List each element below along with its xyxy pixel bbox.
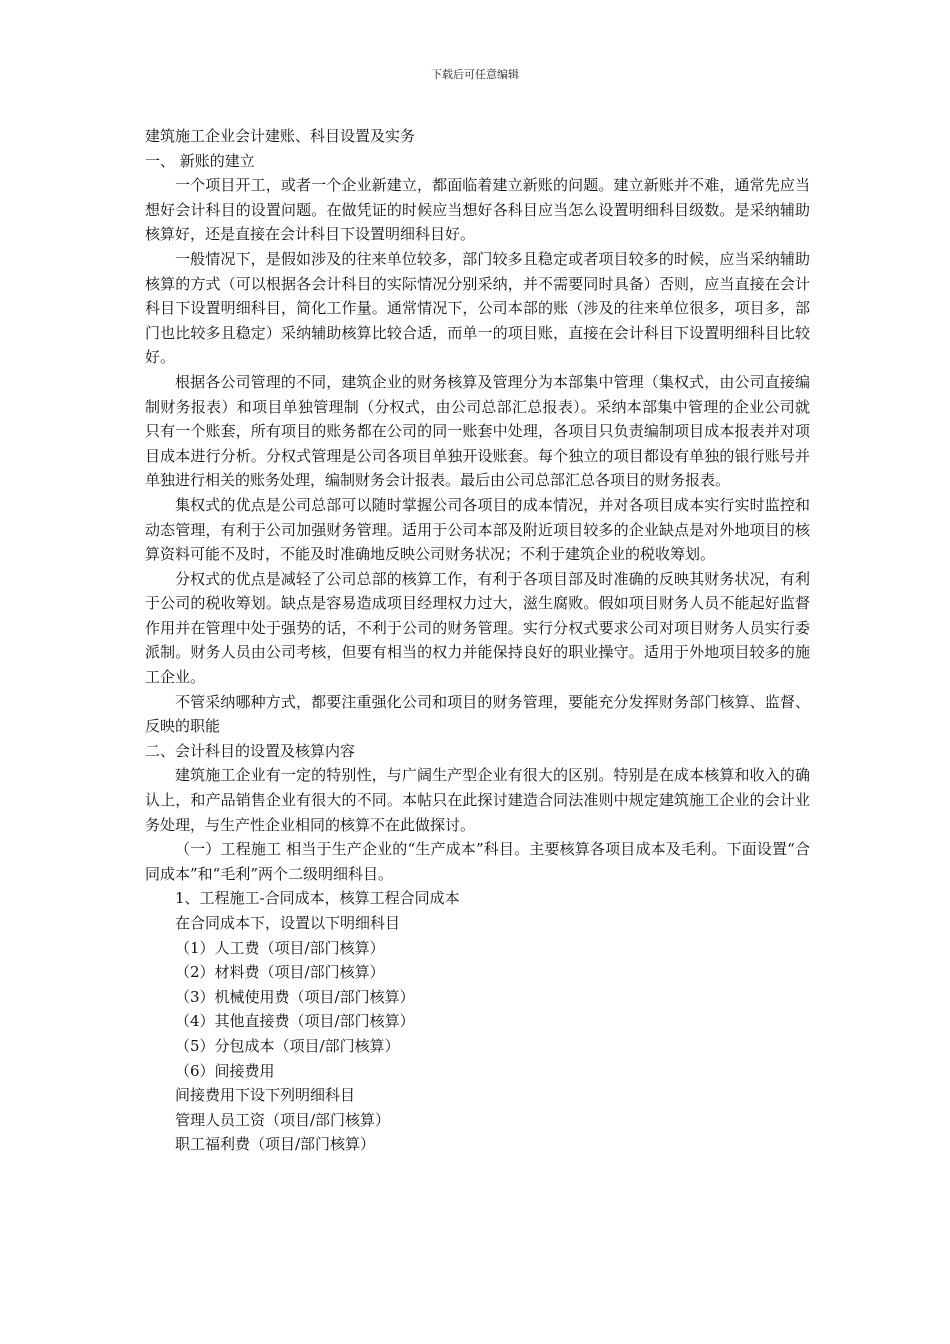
list-item: 管理人员工资（项目/部门核算） xyxy=(175,1110,391,1129)
list-item: （1）人工费（项目/部门核算） xyxy=(175,938,385,957)
paragraph: 一般情况下，是假如涉及的往来单位较多，部门较多且稳定或者项目较多的时候，应当采纳辅助核算的方式（可以根据各会计科目的实际情况分别采纳，并不需要同时具备）否则，应当直接在会计科目下设置明细科目，简化工作量。通常情况下，公司本部的账（涉及的往来单位很多，项目多，部门也比较多且稳定）采纳辅助核算比较合适，而单一的项目账，直接在会计科目下设置明细科目比较好。 xyxy=(145,249,810,367)
paragraph: 根据各公司管理的不同，建筑企业的财务核算及管理分为本部集中管理（集权式，由公司直接编制财务报表）和项目单独管理制（分权式，由公司总部汇总报表）。采纳本部集中管理的企业公司就只有一个账套，所有项目的账务都在公司的同一账套中处理，各项目只负责编制项目成本报表并对项目成本进行分析。分权式管理是公司各项目单独开设账套。每个独立的项目都设有单独的银行账号并单独进行相关的账务处理，编制财务会计报表。最后由公司总部汇总各项目的财务报表。 xyxy=(145,372,810,490)
list-item: （2）材料费（项目/部门核算） xyxy=(175,963,385,982)
section-heading: 一、 新账的建立 xyxy=(145,151,255,170)
list-item: 间接费用下设下列明细科目 xyxy=(175,1086,356,1105)
subsection-paragraph: （一）工程施工 相当于生产企业的“生产成本”科目。主要核算各项目成本及毛利。下面设置“合同成本”和“毛利”两个二级明细科目。 xyxy=(145,840,810,883)
paragraph: 分权式的优点是减轻了公司总部的核算工作，有利于各项目部及时准确的反映其财务状况，有利于公司的税收筹划。缺点是容易造成项目经理权力过大，滋生腐败。假如项目财务人员不能起好监督作用并在管理中处于强势的话，不利于公司的财务管理。实行分权式要求公司对项目财务人员实行委派制。财务人员由公司考核，但要有相当的权力并能保持良好的职业操守。适用于外地项目较多的施工企业。 xyxy=(145,569,810,687)
list-item: 1、工程施工-合同成本，核算工程合同成本 xyxy=(175,889,460,908)
list-item: 职工福利费（项目/部门核算） xyxy=(175,1135,376,1154)
document-body xyxy=(145,124,810,1157)
page-header: 下载后可任意编辑 xyxy=(431,68,519,81)
section-heading: 二、会计科目的设置及核算内容 xyxy=(145,741,356,760)
list-item: （6）间接费用 xyxy=(175,1061,275,1080)
paragraph: 不管采纳哪种方式，都要注重强化公司和项目的财务管理，要能充分发挥财务部门核算、监督、反映的职能 xyxy=(145,692,810,736)
paragraph: 建筑施工企业有一定的特别性，与广阔生产型企业有很大的区别。特别是在成本核算和收入的确认上，和产品销售企业有很大的不同。本帖只在此探讨建造合同法准则中规定建筑施工企业的会计业务处理，与生产性企业相同的核算不在此做探讨。 xyxy=(145,766,810,834)
list-item: 在合同成本下，设置以下明细科目 xyxy=(175,914,401,932)
list-item: （4）其他直接费（项目/部门核算） xyxy=(175,1012,415,1031)
list-item: （5）分包成本（项目/部门核算） xyxy=(175,1036,400,1055)
paragraph: 集权式的优点是公司总部可以随时掌握公司各项目的成本情况，并对各项目成本实行实时监控和动态管理，有利于公司加强财务管理。适用于公司本部及附近项目较多的企业缺点是对外地项目的核算资料可能不及时，不能及时准确地反映公司财务状况；不利于建筑企业的税收筹划。 xyxy=(145,495,810,564)
document-title: 建筑施工企业会计建账、科目设置及实务 xyxy=(145,127,416,145)
paragraph: 一个项目开工，或者一个企业新建立，都面临着建立新账的问题。建立新账并不难，通常先应当想好会计科目的设置问题。在做凭证的时候应当想好各科目应当怎么设置明细科目级数。是采纳辅助核算好，还是直接在会计科目下设置明细科目好。 xyxy=(145,176,810,244)
list-item: （3）机械使用费（项目/部门核算） xyxy=(175,987,415,1006)
